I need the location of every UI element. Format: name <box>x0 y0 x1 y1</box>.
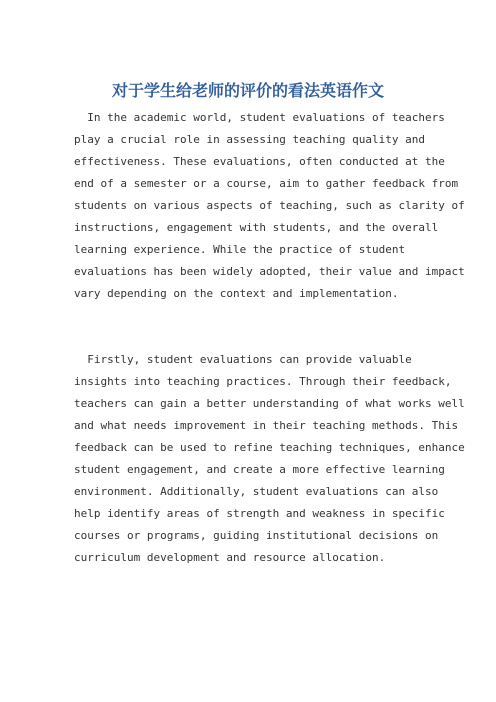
paragraph-line: curriculum development and resource allocation. <box>74 551 386 564</box>
paragraph-line: Firstly, student evaluations can provide valuable <box>74 353 412 366</box>
paragraph-line: students on various aspects of teaching, such as clarity of <box>74 199 465 212</box>
paragraph-line: play a crucial role in assessing teaching quality and <box>74 133 425 146</box>
paragraph-line: end of a semester or a course, aim to gather feedback from <box>74 177 459 190</box>
paragraph-line: teachers can gain a better understanding of what works well <box>74 397 465 410</box>
paragraph-line: learning experience. While the practice of student <box>74 243 406 256</box>
paragraph-line: evaluations has been widely adopted, their value and impact <box>74 265 465 278</box>
paragraph-line: courses or programs, guiding institutional decisions on <box>74 529 439 542</box>
paragraph-line: feedback can be used to refine teaching techniques, enhance <box>74 441 465 454</box>
paragraph-1 <box>74 107 465 305</box>
document-title: 对于学生给老师的评价的看法英语作文 <box>111 81 384 100</box>
paragraph-line: help identify areas of strength and weakness in specific <box>74 507 445 520</box>
paragraph-2 <box>74 349 465 569</box>
paragraph-line: vary depending on the context and implementation. <box>74 287 399 300</box>
paragraph-line: effectiveness. These evaluations, often conducted at the <box>74 155 445 168</box>
paragraph-line: and what needs improvement in their teaching methods. This <box>74 419 459 432</box>
paragraph-line: In the academic world, student evaluations of teachers <box>74 111 445 124</box>
paragraph-line: insights into teaching practices. Through their feedback, <box>74 375 452 388</box>
paragraph-line: student engagement, and create a more effective learning <box>74 463 445 476</box>
paragraph-line: instructions, engagement with students, and the overall <box>74 221 439 234</box>
paragraph-line: environment. Additionally, student evaluations can also <box>74 485 439 498</box>
